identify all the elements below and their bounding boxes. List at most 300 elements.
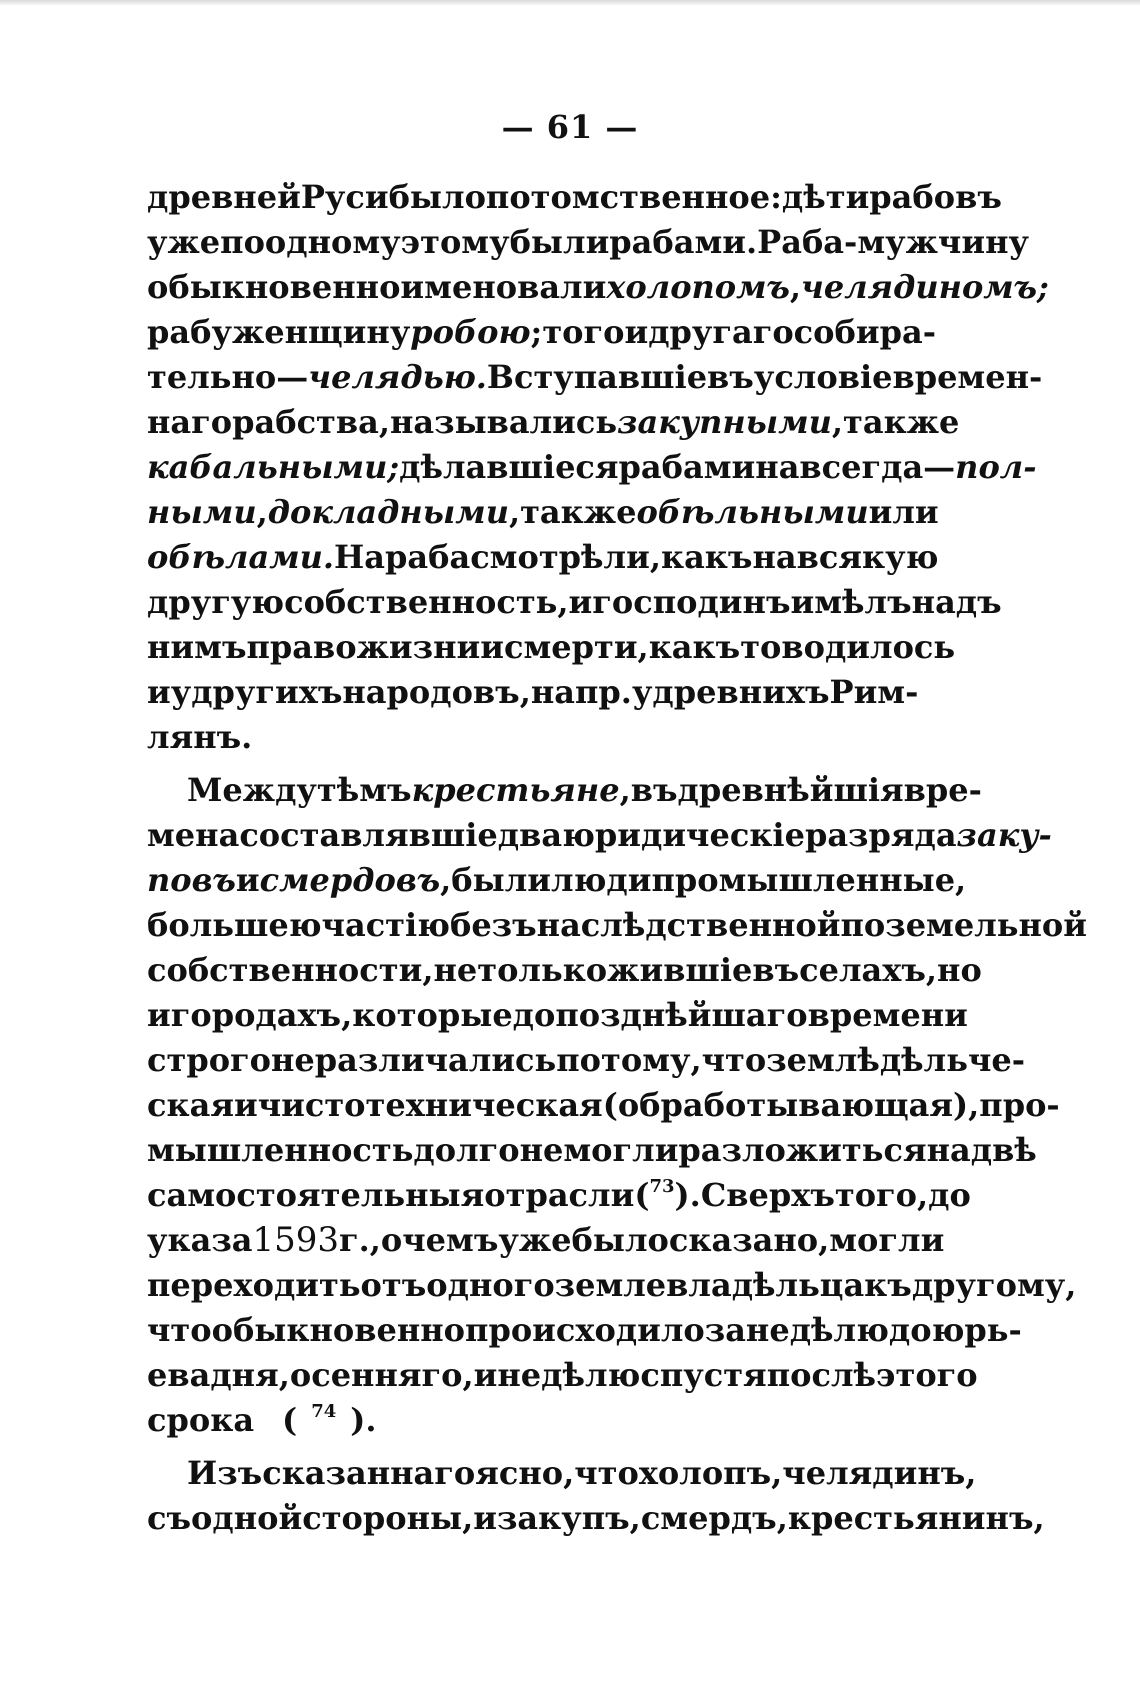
word: также: [520, 493, 637, 531]
word-group: [498, 1218, 571, 1263]
text-line: [147, 1353, 978, 1398]
word: кабальными;: [147, 448, 400, 486]
word: робою: [410, 313, 531, 351]
word-group: [869, 175, 1002, 220]
word: безъ: [449, 906, 537, 944]
word-group: [971, 1128, 1037, 1173]
word: что: [147, 1311, 212, 1349]
word: нимъ: [147, 628, 247, 666]
word-group: [755, 445, 955, 490]
word-group: [171, 993, 353, 1038]
word: происходило: [465, 1311, 705, 1349]
word: за: [704, 1311, 746, 1349]
word-group: [475, 1451, 574, 1496]
word: ,: [508, 493, 521, 531]
word: челядинъ,: [782, 1454, 977, 1492]
word: крестьяне: [411, 771, 620, 809]
word: къ: [864, 1266, 912, 1304]
word: ными: [147, 493, 257, 531]
word: селахъ,: [799, 951, 938, 989]
word: ,: [789, 268, 801, 306]
word: жизни: [356, 628, 481, 666]
word-group: [487, 355, 707, 400]
word: люди: [551, 861, 652, 899]
word-group: [357, 625, 481, 670]
word-group: [912, 580, 1002, 625]
word-group: [470, 535, 661, 580]
text-line: [147, 948, 982, 993]
word: времени: [807, 996, 968, 1034]
text-line: [147, 993, 968, 1038]
word-group: [791, 580, 912, 625]
text-line: [147, 1038, 1026, 1083]
word: землевладѣльца: [554, 1266, 865, 1304]
word-group: [641, 1496, 788, 1541]
word: (обработывающая),: [602, 1086, 980, 1124]
word: челядиномъ;: [800, 268, 1049, 306]
word-group: [531, 670, 632, 715]
word-group: [843, 400, 959, 445]
text-line: [147, 220, 1029, 265]
word-group: [147, 1263, 361, 1308]
word: частію: [321, 906, 450, 944]
word-group: [797, 535, 939, 580]
word: всякую: [796, 538, 939, 576]
word-group: [412, 768, 631, 813]
word-group: [979, 1083, 1059, 1128]
word: Руси: [300, 178, 389, 216]
word: надъ: [911, 583, 1002, 621]
word: только: [477, 951, 608, 989]
word: могли: [563, 1131, 679, 1169]
word-group: [290, 1353, 474, 1398]
word: промышленные,: [651, 861, 967, 899]
word-group: [258, 1083, 366, 1128]
word: не: [433, 951, 478, 989]
word: другому,: [911, 1266, 1077, 1304]
word-group: [147, 1353, 210, 1398]
word-group: [342, 670, 530, 715]
word-group: [932, 1308, 1022, 1353]
word: и: [233, 1086, 258, 1124]
word-group: [410, 310, 542, 355]
word-group: [801, 265, 1049, 310]
word: г.,: [339, 1221, 381, 1259]
word: долго: [413, 1131, 520, 1169]
word-group: [260, 858, 452, 903]
word: также: [843, 403, 960, 441]
word: Между: [187, 771, 317, 809]
word: имѣлъ: [790, 583, 912, 621]
word: техническая: [365, 1086, 603, 1124]
word: челядью.: [308, 358, 487, 396]
word: смердъ,: [640, 1499, 788, 1537]
word: срока: [147, 1401, 255, 1439]
word-group: [147, 1128, 413, 1173]
word: и: [624, 313, 649, 351]
word-group: [247, 625, 357, 670]
word-group: [648, 310, 793, 355]
word: смердовъ: [259, 861, 441, 899]
word-group: [651, 858, 966, 903]
word: сказано,: [668, 1221, 830, 1259]
word: или: [868, 493, 939, 531]
word: другихъ: [191, 673, 343, 711]
word-group: [147, 310, 232, 355]
word: и: [473, 1356, 498, 1394]
text-line: [147, 310, 936, 355]
word-group: [147, 1083, 234, 1128]
word: какъ: [648, 628, 741, 666]
word: у: [170, 673, 192, 711]
word-group: [282, 1398, 390, 1443]
word-group: [366, 1083, 603, 1128]
word-group: [572, 1218, 669, 1263]
word: ).: [350, 1401, 377, 1439]
word-group: [451, 858, 551, 903]
word-group: [752, 535, 796, 580]
word: смерти,: [503, 628, 649, 666]
word: ,: [619, 771, 631, 809]
word-group: [669, 1218, 829, 1263]
word-group: [569, 580, 593, 625]
word: на: [752, 538, 797, 576]
word-group: [607, 948, 752, 993]
text-line: [147, 490, 939, 535]
word: древнихъ: [652, 673, 830, 711]
word-group: [631, 768, 678, 813]
word-group: [707, 355, 754, 400]
word: въ: [630, 771, 678, 809]
word-group: [606, 265, 801, 310]
word-group: [473, 1496, 497, 1541]
word-group: [510, 220, 610, 265]
word-group: [781, 625, 955, 670]
word-group: [450, 903, 537, 948]
word-group: [555, 1263, 865, 1308]
word-group: [617, 400, 843, 445]
word-group: [754, 355, 893, 400]
word: рабами: [618, 448, 756, 486]
word: времен-: [892, 358, 1043, 396]
word-group: [171, 670, 191, 715]
word: повъ: [147, 861, 236, 899]
word-group: [147, 903, 322, 948]
word: закупъ,: [496, 1499, 641, 1537]
word-group: [912, 1263, 1077, 1308]
word: этого: [876, 1356, 978, 1394]
word-group: [746, 1308, 889, 1353]
word-group: [426, 1263, 554, 1308]
word-group: [805, 813, 957, 858]
word: городахъ,: [170, 996, 353, 1034]
word-group: [632, 670, 652, 715]
word-group: [334, 535, 385, 580]
word-group: [640, 1353, 766, 1398]
word-group: [542, 310, 624, 355]
word: не: [270, 1041, 315, 1079]
word: юрь-: [931, 1311, 1022, 1349]
word-group: [352, 993, 512, 1038]
word-group: [474, 1353, 498, 1398]
word-group: [147, 1308, 212, 1353]
word-group: [187, 1451, 262, 1496]
word-group: [497, 1496, 641, 1541]
word: рабства,: [232, 403, 390, 441]
word: дѣлавшіеся: [399, 448, 619, 486]
word: чемъ: [402, 1221, 499, 1259]
word: пол-: [955, 448, 1037, 486]
text-line: [147, 1398, 912, 1443]
word: уже: [147, 223, 221, 261]
word: дня,: [210, 1356, 290, 1394]
word-group: [232, 310, 410, 355]
word: древнѣйшія: [677, 771, 904, 809]
word: юридическіе: [562, 816, 805, 854]
word-group: [937, 948, 982, 993]
text-line: [147, 175, 1002, 220]
word-group: [782, 175, 869, 220]
word: въ: [752, 951, 800, 989]
word: у: [631, 673, 653, 711]
word: разложиться: [678, 1131, 927, 1169]
word-group: [835, 1173, 928, 1218]
text-line: [147, 355, 1043, 400]
word-group: [562, 813, 805, 858]
word: потому,: [556, 1041, 702, 1079]
word-group: [864, 1263, 912, 1308]
word: различались: [314, 1041, 557, 1079]
word-group: [147, 400, 232, 445]
word-group: [498, 813, 562, 858]
word: могли: [829, 1221, 945, 1259]
word-group: [624, 310, 648, 355]
text-line: [147, 1128, 1037, 1173]
word: до: [928, 1176, 971, 1214]
word-group: [301, 175, 389, 220]
text-line: [147, 858, 967, 903]
word-group: [239, 813, 497, 858]
word: господинъ: [592, 583, 791, 621]
word: большею: [147, 906, 322, 944]
word-group: [147, 490, 268, 535]
word: Раба-мужчину: [757, 223, 1029, 261]
word: того: [542, 313, 625, 351]
word: мена: [147, 816, 240, 854]
word: ,: [256, 493, 268, 531]
text-line: [147, 580, 1002, 625]
word: рабовъ: [869, 178, 1002, 216]
word: было: [571, 1221, 669, 1259]
word: строго: [147, 1041, 271, 1079]
word: дѣти: [781, 178, 870, 216]
word-group: [957, 813, 1052, 858]
word-group: [705, 1308, 746, 1353]
text-line: [147, 1083, 1060, 1128]
word-group: [928, 1173, 971, 1218]
word: про-: [979, 1086, 1060, 1124]
word-group: [147, 1173, 484, 1218]
word: одному: [264, 223, 401, 261]
word: рабу: [147, 313, 232, 351]
word-group: [271, 1038, 315, 1083]
word: право: [246, 628, 357, 666]
word-group: [520, 490, 636, 535]
word-group: [649, 625, 741, 670]
word-group: [322, 903, 450, 948]
word-group: [399, 445, 618, 490]
word-group: [636, 490, 868, 535]
word-group: [234, 1083, 258, 1128]
word: ).: [674, 1176, 701, 1214]
word: женщину: [231, 313, 411, 351]
word-group: [484, 1173, 634, 1218]
word: этому: [400, 223, 510, 261]
text-line: [147, 813, 1052, 858]
word: лянъ.: [147, 718, 253, 756]
text-line: [147, 1218, 945, 1263]
word-group: [808, 993, 968, 1038]
word-group: [147, 175, 301, 220]
text-line: [147, 445, 1037, 490]
word: крестьянинъ,: [787, 1499, 1045, 1537]
word-group: [339, 1218, 381, 1263]
word: наслѣдственной: [536, 906, 841, 944]
word: не: [519, 1131, 564, 1169]
text-line: [147, 1173, 971, 1218]
word-group: [740, 625, 781, 670]
word: раба: [385, 538, 471, 576]
word-group: [147, 265, 400, 310]
word-group: [308, 355, 487, 400]
word-group: [147, 220, 220, 265]
word-group: [556, 1038, 701, 1083]
word-group: [892, 355, 1042, 400]
text-line: [147, 903, 1087, 948]
word-group: [799, 948, 937, 993]
word: рабами.: [609, 223, 758, 261]
word-group: [513, 993, 556, 1038]
word: чисто: [257, 1086, 366, 1124]
word-group: [147, 715, 266, 760]
word: и: [147, 996, 171, 1034]
word-group: [147, 1496, 191, 1541]
word-group: [147, 625, 247, 670]
word: недѣлю: [745, 1311, 889, 1349]
word: спустя: [640, 1356, 767, 1394]
page-number: — 61 —: [501, 108, 639, 146]
word-group: [210, 1353, 290, 1398]
word: сказаннаго: [262, 1454, 476, 1492]
word-group: [788, 1496, 1045, 1541]
word: обыкновенно: [211, 1311, 466, 1349]
word-group: [147, 580, 284, 625]
word-group: [402, 1218, 498, 1263]
word-group: [752, 948, 799, 993]
word: народовъ,: [342, 673, 531, 711]
word-group: [236, 858, 260, 903]
word: и: [473, 1499, 497, 1537]
text-line: [147, 1496, 1045, 1541]
word: древней: [147, 178, 301, 216]
word-group: [212, 1308, 465, 1353]
word: ева: [147, 1356, 211, 1394]
word: недѣлю: [497, 1356, 641, 1394]
text-line: [147, 265, 1049, 310]
word-group: [889, 1308, 932, 1353]
word: обѣлами.: [147, 538, 335, 576]
word: ;: [530, 313, 543, 351]
word: обѣльными: [636, 493, 869, 531]
word-group: [766, 1038, 1025, 1083]
word: разряда: [804, 816, 957, 854]
word: собира-: [793, 313, 936, 351]
word-group: [678, 768, 904, 813]
word: напр.: [530, 673, 632, 711]
word: и: [480, 628, 504, 666]
word-group: [465, 1308, 705, 1353]
text-line: [147, 1308, 1022, 1353]
word: собственность,: [284, 583, 569, 621]
word-group: [433, 948, 477, 993]
word: то: [740, 628, 782, 666]
word-group: [252, 1218, 339, 1263]
word: были: [451, 861, 551, 899]
word: Изъ: [187, 1454, 263, 1492]
word: ,: [440, 861, 452, 899]
word-group: [757, 220, 1029, 265]
word: другаго: [648, 313, 794, 351]
word: условіе: [753, 358, 893, 396]
word-group: [315, 1038, 556, 1083]
word: но: [937, 951, 982, 989]
text-line: [147, 625, 956, 670]
word: холопомъ: [606, 268, 790, 306]
word: на: [926, 1131, 971, 1169]
word: въ: [707, 358, 754, 396]
word-group: [639, 1451, 782, 1496]
word: мышленность: [147, 1131, 414, 1169]
word: стороны,: [302, 1499, 474, 1537]
word: съ: [147, 1499, 192, 1537]
word: того,: [834, 1176, 929, 1214]
word-group: [634, 1173, 700, 1218]
word-group: [876, 1353, 978, 1398]
word-group: [147, 1038, 271, 1083]
word-group: [147, 670, 171, 715]
word: и: [235, 861, 260, 899]
word: собственности,: [147, 951, 434, 989]
word-group: [191, 1496, 302, 1541]
word-group: [147, 858, 236, 903]
word-group: [555, 993, 807, 1038]
word: самостоятельныя: [147, 1176, 485, 1214]
word: до: [512, 996, 556, 1034]
word-group: [284, 580, 568, 625]
word-group: [794, 310, 936, 355]
word-group: [265, 220, 401, 265]
word-group: [520, 1128, 564, 1173]
word: и: [147, 673, 171, 711]
word-group: [497, 1353, 640, 1398]
word: что: [701, 1041, 767, 1079]
word-group: [187, 768, 317, 813]
word: навсегда—: [755, 448, 956, 486]
word-group: [220, 220, 265, 265]
word-group: [389, 175, 486, 220]
word: докладными: [267, 493, 509, 531]
word-group: [262, 1451, 475, 1496]
